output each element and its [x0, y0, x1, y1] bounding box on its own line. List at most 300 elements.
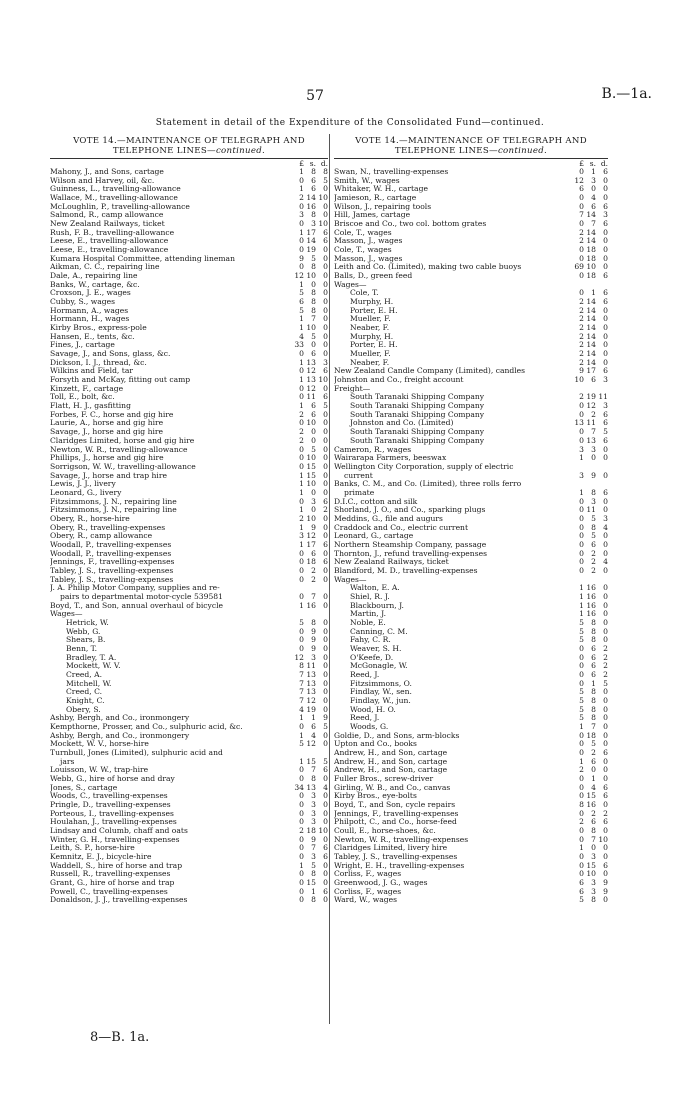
table-row: [50, 428, 328, 437]
entry-description: Flatt, H. J., gasfitting: [50, 402, 131, 411]
entry-description: Dickson, I. J., thread, &c.: [50, 358, 147, 367]
pounds: 2: [579, 306, 584, 315]
pence: 0: [603, 696, 608, 705]
pounds: 1: [299, 358, 304, 367]
pounds: 0: [579, 246, 584, 255]
entry-description: Andrew, H., and Son, cartage: [334, 766, 448, 775]
pounds: 2: [299, 514, 304, 523]
pence: 0: [323, 809, 328, 818]
pounds: 0: [299, 575, 304, 584]
pence: 0: [603, 263, 608, 272]
entry-description: Bradley, T. A.: [66, 653, 117, 662]
pounds: 0: [299, 844, 304, 853]
shillings: 14: [586, 358, 596, 367]
pence: 0: [323, 627, 328, 636]
table-row: [334, 324, 608, 333]
pence: 0: [603, 350, 608, 359]
pence: 6: [603, 419, 608, 428]
pence: 0: [323, 549, 328, 558]
pence: 3: [603, 211, 608, 220]
pounds: [284, 749, 304, 758]
entry-description: Freight—: [334, 384, 371, 393]
table-row: [334, 749, 608, 758]
pence: 0: [603, 445, 608, 454]
pence: 0: [603, 549, 608, 558]
table-row: [334, 333, 608, 342]
pounds: 0: [299, 835, 304, 844]
shillings: 7: [311, 315, 316, 324]
entry-description: Obery, R., horse-hire: [50, 514, 130, 523]
entry-amount: [564, 610, 608, 619]
pounds: 1: [579, 757, 584, 766]
entry-amount: [284, 419, 328, 428]
entry-amount: [564, 376, 608, 385]
shillings: 12: [306, 696, 316, 705]
pence: 0: [323, 410, 328, 419]
entry-amount: [564, 255, 608, 264]
entry-amount: [564, 827, 608, 836]
pounds: 1: [299, 601, 304, 610]
entry-amount: [284, 324, 328, 333]
entry-amount: [564, 706, 608, 715]
table-row: [334, 350, 608, 359]
entry-amount: [564, 185, 608, 194]
pounds: 0: [579, 289, 584, 298]
pence: 0: [603, 896, 608, 905]
entry-description: Kemnitz, E. J., bicycle-hire: [50, 853, 152, 862]
table-row: [334, 203, 608, 212]
shillings: 10: [306, 272, 316, 281]
pounds: 2: [579, 766, 584, 775]
pounds: 0: [579, 428, 584, 437]
entry-amount: [284, 289, 328, 298]
entry-description: Woods, C., travelling-expenses: [50, 792, 168, 801]
shillings: 5: [311, 254, 316, 263]
pounds: 0: [579, 410, 584, 419]
entry-description: Andrew, H., and Son, cartage: [334, 749, 448, 758]
shillings: 3: [591, 497, 596, 506]
table-row: [334, 463, 608, 472]
shillings: 9: [311, 644, 316, 653]
pence: 6: [603, 220, 608, 229]
pounds: 1: [579, 610, 584, 619]
shillings: 8: [311, 896, 316, 905]
pence: 6: [323, 367, 328, 376]
entry-amount: [284, 827, 328, 836]
table-row: [50, 402, 328, 411]
shillings: 5: [591, 514, 596, 523]
entry-amount: [564, 341, 608, 350]
shillings: 8: [591, 627, 596, 636]
pounds: 0: [579, 644, 584, 653]
entry-amount: [284, 550, 328, 559]
entry-description: Hansen, E., tents, &c.: [50, 332, 135, 341]
entry-description: Canning, C. M.: [350, 627, 408, 636]
table-row: [50, 810, 328, 819]
entry-description: Woodall, P., travelling-expenses: [50, 540, 172, 549]
table-row: [334, 706, 608, 715]
pence: 0: [323, 731, 328, 740]
entry-description: J. A. Philip Motor Company, supplies and re-: [50, 584, 220, 593]
shillings: 7: [311, 592, 316, 601]
pounds: 0: [299, 896, 304, 905]
pence: 2: [603, 653, 608, 662]
entry-description: Banks, W., cartage, &c.: [50, 280, 140, 289]
pence: 0: [603, 618, 608, 627]
table-row: [50, 359, 328, 368]
entry-amount: [284, 801, 328, 810]
pounds: 2: [299, 428, 304, 437]
entry-amount: [564, 402, 608, 411]
table-row: [50, 697, 328, 706]
shillings: 9: [311, 636, 316, 645]
table-row: [50, 489, 328, 498]
entry-description: Donaldson, J. J., travelling-expenses: [50, 896, 188, 905]
pounds: 1: [299, 185, 304, 194]
pence: 0: [323, 835, 328, 844]
pence: 0: [323, 315, 328, 324]
pence: 0: [603, 540, 608, 549]
pounds: 1: [579, 488, 584, 497]
table-row: [50, 610, 328, 619]
table-row: [50, 185, 328, 194]
table-row: [334, 307, 608, 316]
shillings: 12: [306, 740, 316, 749]
shillings: 5: [311, 332, 316, 341]
table-row: [50, 896, 328, 905]
pence: 3: [603, 514, 608, 523]
pence: 0: [323, 428, 328, 437]
table-row: [50, 766, 328, 775]
pounds: 0: [579, 853, 584, 862]
shillings: 5: [591, 532, 596, 541]
entry-description: Hetrick, W.: [66, 618, 109, 627]
pence: 0: [603, 254, 608, 263]
entry-description: Girling, W. B., and Co., canvas: [334, 783, 451, 792]
shillings: 17: [306, 228, 316, 237]
entry-description: Salmond, R., camp allowance: [50, 211, 164, 220]
pence: 6: [323, 844, 328, 853]
table-row: [50, 385, 328, 394]
entry-amount: [564, 472, 608, 481]
entry-amount: [284, 428, 328, 437]
pence: 6: [603, 783, 608, 792]
shillings: 8: [591, 705, 596, 714]
entry-amount: [564, 324, 608, 333]
table-row: [50, 333, 328, 342]
shillings: 11: [306, 393, 316, 402]
pounds: 5: [579, 714, 584, 723]
table-row: [334, 472, 608, 481]
pence: 0: [323, 480, 328, 489]
pence: 0: [603, 610, 608, 619]
entry-amount: [284, 437, 328, 446]
table-row: [50, 446, 328, 455]
pounds: 0: [299, 263, 304, 272]
entry-amount: [564, 749, 608, 758]
shillings: 6: [311, 549, 316, 558]
pounds: 0: [299, 566, 304, 575]
entry-description: Boyd, T., and Son, cycle repairs: [334, 801, 456, 810]
pence: 0: [603, 853, 608, 862]
entry-amount: [564, 220, 608, 229]
entry-description: McGonagle, W.: [350, 662, 408, 671]
table-row: [334, 896, 608, 905]
column-divider: [329, 134, 330, 1024]
shillings: 4: [311, 731, 316, 740]
table-row: [334, 506, 608, 515]
pence: [596, 385, 608, 394]
entry-amount: [284, 498, 328, 507]
shillings: 0: [311, 436, 316, 445]
entry-description: Wallace, M., travelling-allowance: [50, 194, 178, 203]
pounds: 1: [299, 168, 304, 176]
shillings: 3: [311, 792, 316, 801]
entry-amount: [564, 784, 608, 793]
entry-amount: [564, 350, 608, 359]
pounds: 0: [579, 497, 584, 506]
entry-description: Pringle, D., travelling-expenses: [50, 801, 171, 810]
entry-description: Reed, J.: [350, 714, 380, 723]
entry-description: Ashby, Bergh, and Co., ironmongery: [50, 714, 190, 723]
table-row: [50, 784, 328, 793]
entry-description: Masson, J., wages: [334, 237, 403, 246]
entry-description: Mitchell, W.: [66, 679, 112, 688]
entry-description: Cameron, R., wages: [334, 445, 412, 454]
entry-amount: [564, 619, 608, 628]
entry-amount: [284, 870, 328, 879]
shillings: 6: [591, 644, 596, 653]
pence: 0: [603, 454, 608, 463]
pence: 5: [603, 679, 608, 688]
pounds: 0: [579, 835, 584, 844]
entry-description: Mueller, F.: [350, 350, 391, 359]
entry-amount: [284, 610, 328, 619]
pence: 3: [323, 358, 328, 367]
shillings: 15: [306, 462, 316, 471]
pounds: [564, 281, 584, 290]
shillings: 14: [306, 237, 316, 246]
shillings: 16: [586, 801, 596, 810]
pounds: 0: [579, 653, 584, 662]
pence: 2: [323, 506, 328, 515]
entry-amount: [564, 688, 608, 697]
pounds: 0: [579, 514, 584, 523]
shillings: 19: [306, 246, 316, 255]
entry-description: Shears, B.: [66, 636, 106, 645]
table-row: [334, 636, 608, 645]
entry-amount: [564, 584, 608, 593]
pounds: 0: [299, 202, 304, 211]
pence: 0: [323, 801, 328, 810]
shillings: 8: [311, 775, 316, 784]
shillings: 9: [591, 471, 596, 480]
entry-amount: [284, 393, 328, 402]
pence: 4: [323, 783, 328, 792]
table-row: [334, 610, 608, 619]
pence: 6: [603, 298, 608, 307]
shillings: 5: [591, 740, 596, 749]
pounds: 5: [579, 618, 584, 627]
shillings: 8: [591, 488, 596, 497]
table-row: [334, 480, 608, 489]
table-row: [334, 498, 608, 507]
entry-description: Hill, James, cartage: [334, 211, 411, 220]
table-row: [334, 341, 608, 350]
pence: 6: [603, 168, 608, 176]
pounds: 7: [299, 670, 304, 679]
table-row: [50, 203, 328, 212]
pounds: 0: [299, 592, 304, 601]
pence: 0: [603, 601, 608, 610]
entry-amount: [284, 194, 328, 203]
entry-amount: [564, 437, 608, 446]
entry-amount: [564, 289, 608, 298]
pence: 6: [603, 289, 608, 298]
pence: 0: [323, 653, 328, 662]
entry-description: Cole, T., wages: [334, 228, 392, 237]
table-row: [50, 888, 328, 897]
pence: 0: [323, 532, 328, 541]
shillings: 14: [586, 315, 596, 324]
pounds: 12: [294, 272, 304, 281]
shillings: 13: [306, 376, 316, 385]
currency-header: £ s. d.: [299, 159, 328, 168]
shillings: [304, 610, 316, 619]
shillings: 8: [591, 688, 596, 697]
table-row: [50, 706, 328, 715]
pounds: 5: [579, 636, 584, 645]
shillings: 4: [591, 194, 596, 203]
shillings: 14: [586, 350, 596, 359]
shillings: 19: [306, 705, 316, 714]
pence: 4: [603, 558, 608, 567]
pence: 0: [323, 566, 328, 575]
pence: 0: [603, 705, 608, 714]
pounds: 0: [579, 861, 584, 870]
entry-amount: [564, 524, 608, 533]
pence: 0: [323, 280, 328, 289]
entry-description: Hormann, A., wages: [50, 306, 129, 315]
pounds: 0: [579, 272, 584, 281]
shillings: 8: [591, 827, 596, 836]
table-row: [50, 211, 328, 220]
table-row: [334, 810, 608, 819]
shillings: 1: [311, 714, 316, 723]
entry-amount: [284, 255, 328, 264]
entry-amount: [564, 818, 608, 827]
shillings: 14: [306, 194, 316, 203]
entry-amount: [284, 333, 328, 342]
pounds: 0: [579, 523, 584, 532]
pounds: 0: [579, 168, 584, 176]
table-row: [50, 472, 328, 481]
pence: 0: [323, 879, 328, 888]
shillings: 3: [591, 853, 596, 862]
table-row: [334, 515, 608, 524]
entry-amount: [284, 810, 328, 819]
entry-description: Swan, N., travelling-expenses: [334, 168, 449, 176]
entry-amount: [284, 602, 328, 611]
table-row: [50, 272, 328, 281]
table-row: [50, 246, 328, 255]
table-row: [334, 853, 608, 862]
shillings: 6: [311, 176, 316, 185]
pence: 0: [323, 644, 328, 653]
pounds: 4: [299, 332, 304, 341]
entry-amount: [564, 359, 608, 368]
shillings: 16: [586, 592, 596, 601]
shillings: 16: [306, 202, 316, 211]
shillings: 2: [591, 566, 596, 575]
shillings: 12: [306, 532, 316, 541]
pence: 0: [323, 670, 328, 679]
pounds: 12: [574, 176, 584, 185]
table-row: [50, 498, 328, 507]
table-row: [334, 827, 608, 836]
pounds: 7: [299, 679, 304, 688]
pence: 6: [603, 272, 608, 281]
entry-description: Rush, F. B., travelling-allowance: [50, 228, 175, 237]
shillings: [584, 576, 596, 585]
table-row: [50, 411, 328, 420]
pounds: 1: [579, 723, 584, 731]
pounds: 2: [579, 350, 584, 359]
pounds: 0: [299, 627, 304, 636]
entry-amount: [284, 229, 328, 238]
table-row: [50, 723, 328, 732]
shillings: 0: [591, 844, 596, 853]
shillings: 14: [586, 237, 596, 246]
pence: 10: [598, 835, 608, 844]
shillings: 18: [586, 272, 596, 281]
pence: 0: [323, 436, 328, 445]
pence: 0: [323, 246, 328, 255]
entry-amount: [564, 211, 608, 220]
shillings: 11: [586, 419, 596, 428]
shillings: [584, 385, 596, 394]
entry-amount: [284, 177, 328, 186]
entry-description: Leese, E., travelling-allowance: [50, 246, 169, 255]
table-row: [50, 550, 328, 559]
shillings: 14: [586, 228, 596, 237]
pounds: 7: [579, 211, 584, 220]
vote-heading: VOTE 14.—MAINTENANCE OF TELEGRAPH AND TELEPHONE LINES—continued.: [355, 136, 587, 156]
table-row: [334, 229, 608, 238]
table-row: [334, 411, 608, 420]
entry-amount: [284, 203, 328, 212]
entry-description: Jamieson, R., cartage: [334, 194, 417, 203]
pence: 9: [323, 714, 328, 723]
entry-amount: [284, 307, 328, 316]
table-row: [50, 315, 328, 324]
table-row: [334, 428, 608, 437]
entry-amount: [284, 446, 328, 455]
pounds: 0: [579, 540, 584, 549]
shillings: 8: [311, 168, 316, 176]
entry-description: Jones, S., cartage: [50, 783, 118, 792]
entry-description: Fitzsimmons, O.: [350, 679, 412, 688]
pence: 0: [323, 263, 328, 272]
entry-amount: [284, 818, 328, 827]
shillings: 16: [306, 601, 316, 610]
pence: 0: [323, 705, 328, 714]
entry-description: Russell, R., travelling-expenses: [50, 870, 171, 879]
entry-amount: [284, 671, 328, 680]
pence: 0: [323, 488, 328, 497]
pounds: 1: [579, 601, 584, 610]
pence: 6: [323, 540, 328, 549]
